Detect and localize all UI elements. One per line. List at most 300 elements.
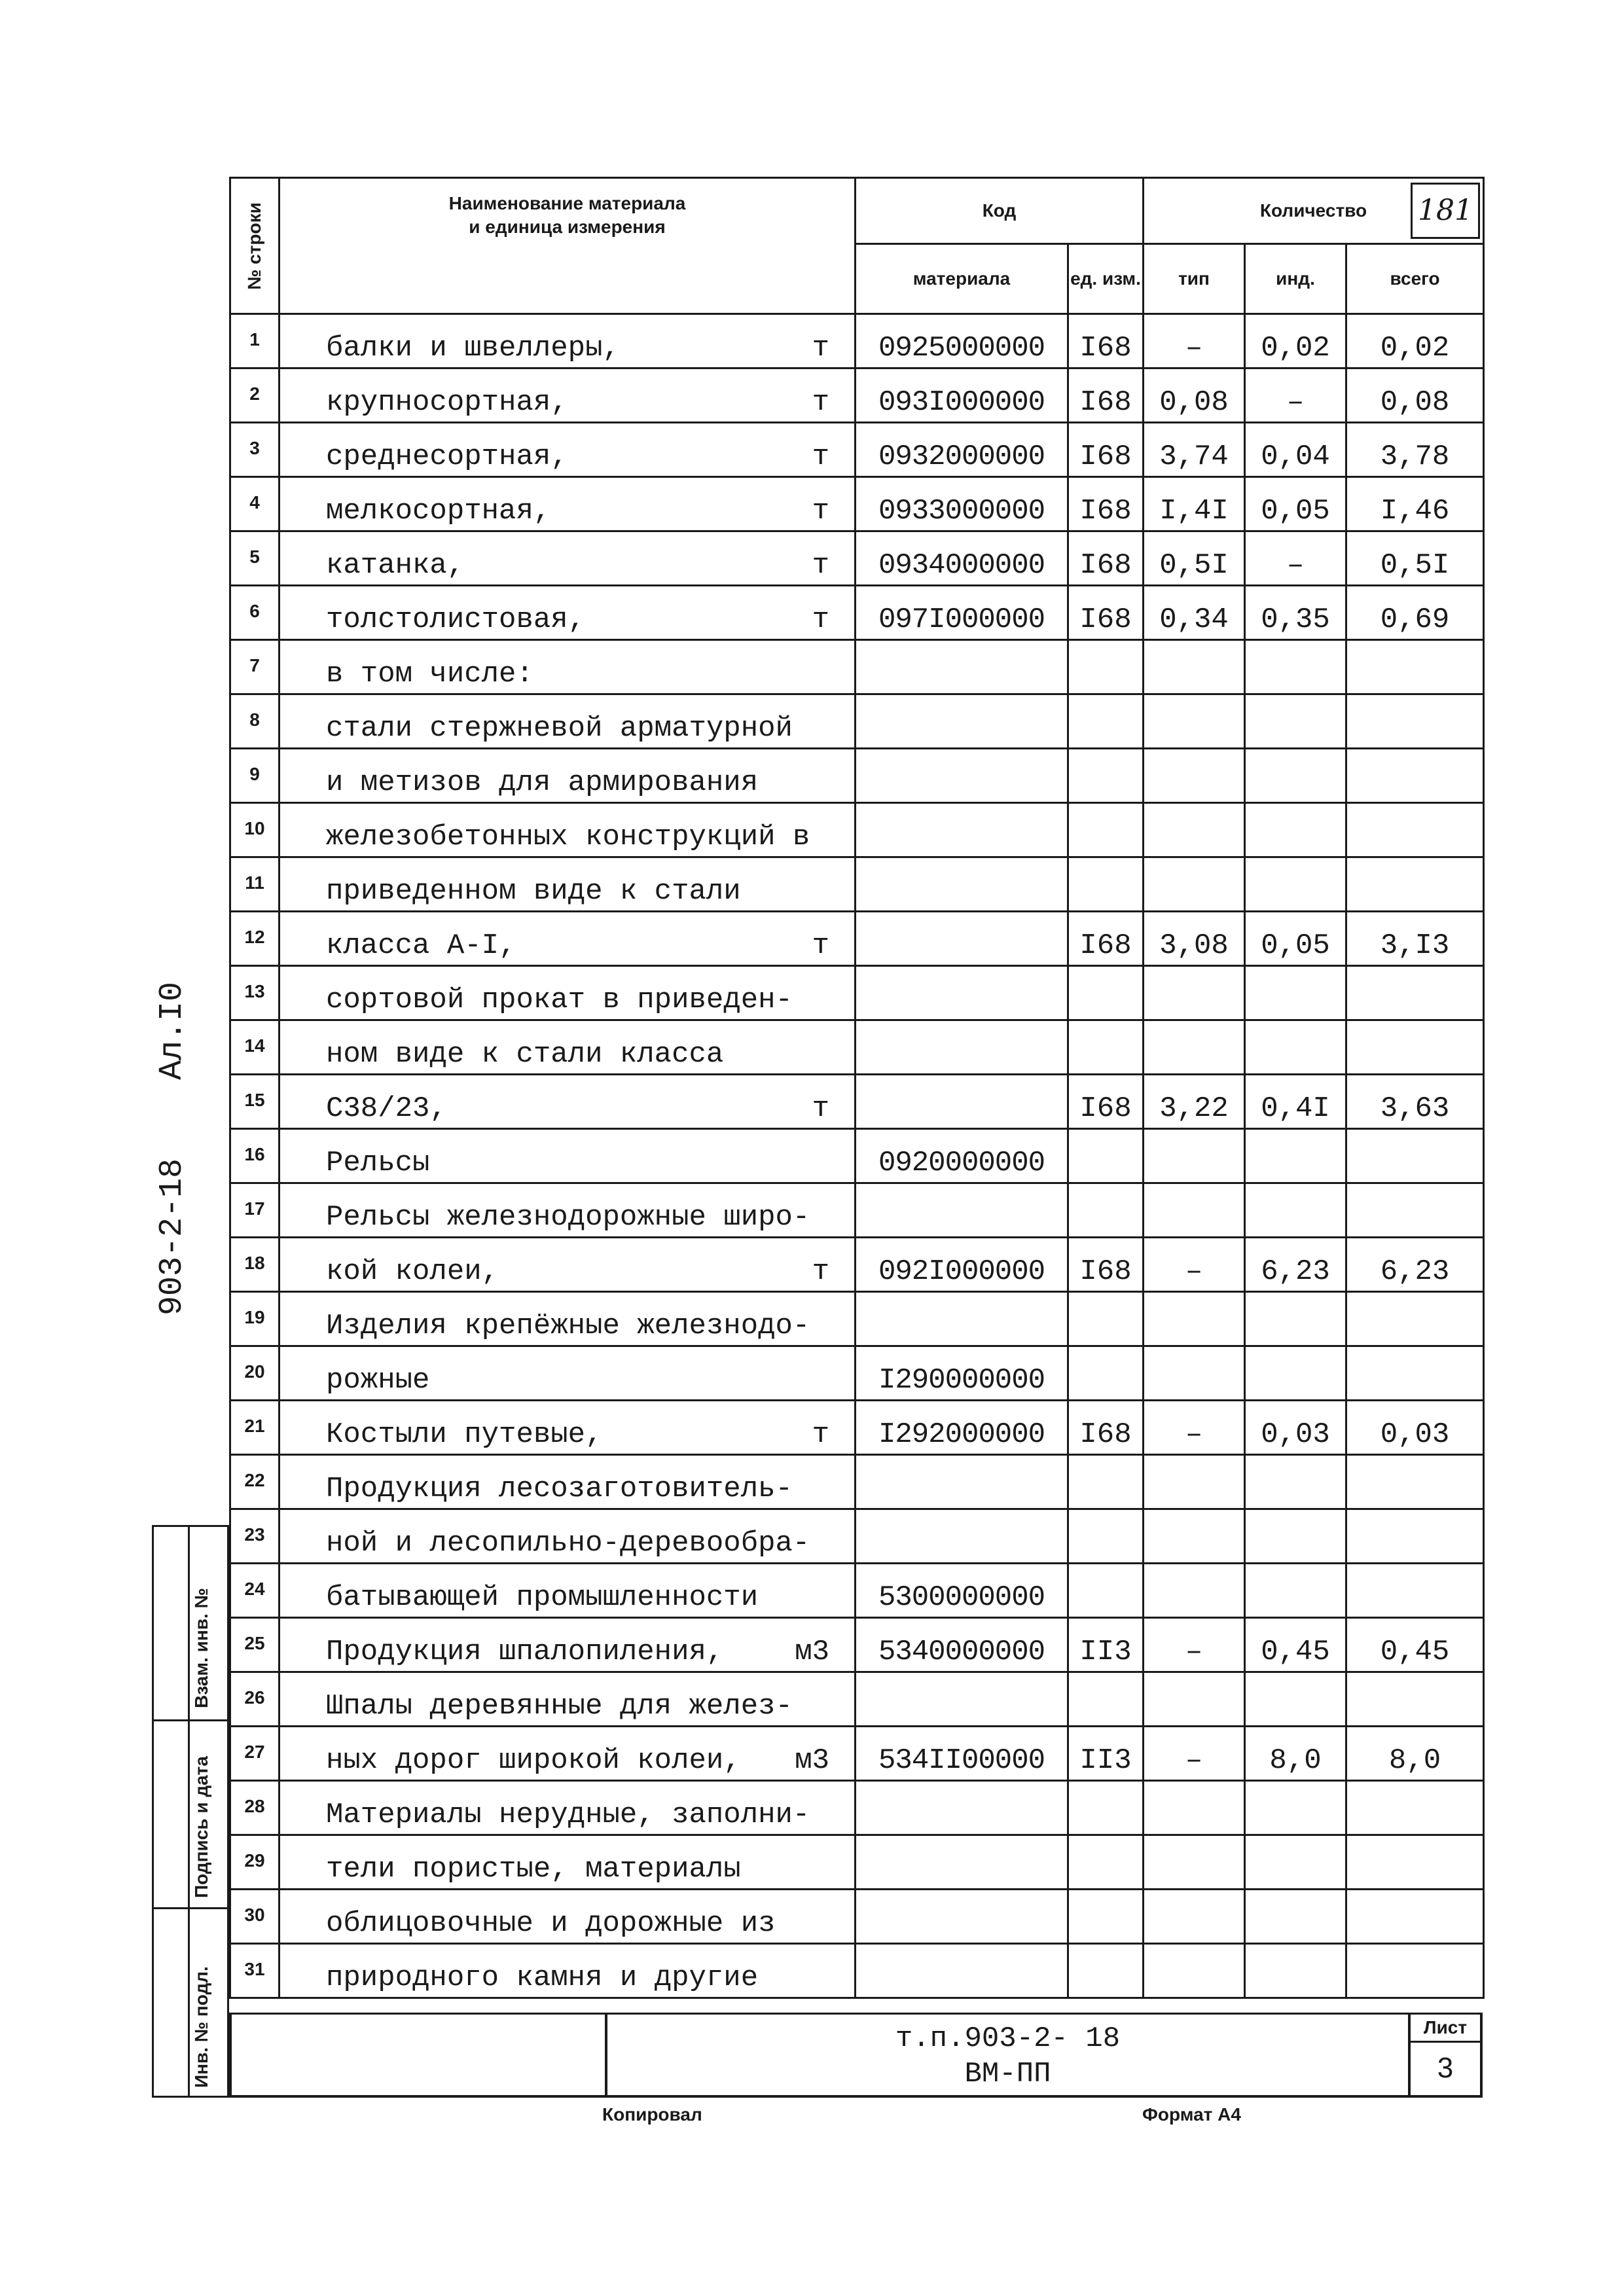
qty-ind-cell	[1245, 1292, 1346, 1346]
qty-total-cell	[1346, 1672, 1484, 1727]
material-code-cell	[856, 477, 1068, 531]
measure-unit: т	[812, 603, 829, 636]
qty-total: 0,03	[1380, 1418, 1450, 1451]
sheet-number: 3	[1437, 2052, 1454, 2084]
table-row	[230, 1020, 1484, 1075]
qty-total-cell	[1346, 1781, 1484, 1835]
unit-code: I68	[1079, 386, 1132, 419]
material-code-cell	[856, 1401, 1068, 1455]
material-name: Костыли путевые,	[326, 1418, 603, 1451]
header-qty-ind: инд.	[1245, 244, 1346, 314]
qty-ind-cell	[1245, 1944, 1346, 1998]
row-number: 15	[244, 1090, 265, 1110]
material-name: Продукция лесозаготовитель-	[326, 1473, 793, 1505]
qty-total-cell	[1346, 694, 1484, 749]
qty-type-cell	[1144, 1890, 1245, 1944]
qty-total: 0,08	[1380, 386, 1450, 419]
unit-code-cell	[1068, 1346, 1144, 1401]
qty-total-cell	[1346, 1183, 1484, 1238]
measure-unit: т	[812, 929, 829, 962]
row-number: 3	[249, 438, 260, 458]
qty-total-cell	[1346, 1890, 1484, 1944]
qty-ind-cell	[1245, 803, 1346, 857]
title-block-designation	[607, 2015, 1408, 2092]
material-code-cell	[856, 1075, 1068, 1129]
unit-code-cell	[1068, 912, 1144, 966]
qty-type: –	[1185, 1636, 1203, 1668]
unit-code: I68	[1079, 549, 1132, 582]
material-name-cell	[280, 640, 856, 694]
table-row	[230, 1401, 1484, 1455]
material-name-cell	[280, 803, 856, 857]
qty-type-cell	[1144, 1618, 1245, 1672]
stamp-orig-label: Инв. № подл.	[191, 1966, 211, 2088]
qty-total-cell	[1346, 368, 1484, 423]
material-name: катанка,	[326, 549, 465, 582]
material-code-cell	[856, 368, 1068, 423]
qty-ind: 0,4I	[1261, 1092, 1330, 1125]
unit-code-cell	[1068, 1618, 1144, 1672]
material-code-cell	[856, 1183, 1068, 1238]
row-number: 18	[244, 1253, 265, 1273]
table-row	[230, 314, 1484, 368]
table-row	[230, 640, 1484, 694]
material-name: Изделия крепёжные железнодо-	[326, 1310, 810, 1342]
qty-ind: 0,02	[1261, 332, 1330, 365]
material-code-cell	[856, 857, 1068, 912]
unit-code-cell	[1068, 586, 1144, 640]
material-name: Материалы нерудные, заполни-	[326, 1799, 810, 1831]
sheet-number-box	[1408, 2015, 1480, 2095]
material-code: 0920000000	[878, 1147, 1045, 1179]
row-number-cell	[230, 423, 280, 477]
material-name-cell	[280, 857, 856, 912]
material-name: Рельсы железнодорожные широ-	[326, 1201, 810, 1234]
unit-code-cell	[1068, 1129, 1144, 1183]
unit-code-cell	[1068, 314, 1144, 368]
header-code: Код	[856, 178, 1144, 244]
unit-code-cell	[1068, 966, 1144, 1020]
qty-type-cell	[1144, 1564, 1245, 1618]
qty-type-cell	[1144, 1292, 1245, 1346]
row-number: 6	[249, 601, 260, 621]
qty-total-cell	[1346, 477, 1484, 531]
row-number: 8	[249, 709, 260, 730]
qty-type: –	[1185, 1418, 1203, 1451]
material-name: батывающей промышленности	[326, 1581, 759, 1614]
qty-ind-cell	[1245, 1890, 1346, 1944]
table-row	[230, 694, 1484, 749]
row-number-cell	[230, 1564, 280, 1618]
row-number: 21	[244, 1416, 265, 1436]
row-number: 29	[244, 1850, 265, 1871]
material-code-cell	[856, 640, 1068, 694]
qty-type: –	[1185, 1255, 1203, 1288]
margin-doc-code: 903-2-18	[154, 1158, 191, 1316]
table-body	[230, 314, 1484, 1998]
qty-ind-cell	[1245, 912, 1346, 966]
unit-code: II3	[1079, 1744, 1132, 1777]
row-number-cell	[230, 1238, 280, 1292]
row-number-cell	[230, 803, 280, 857]
unit-code: II3	[1079, 1636, 1132, 1668]
qty-ind-cell	[1245, 423, 1346, 477]
measure-unit: т	[812, 1418, 829, 1451]
unit-code-cell	[1068, 1238, 1144, 1292]
row-number: 16	[244, 1144, 265, 1164]
table-row	[230, 531, 1484, 586]
material-name-cell	[280, 1835, 856, 1890]
row-number-cell	[230, 1401, 280, 1455]
material-code-cell	[856, 1564, 1068, 1618]
qty-type-cell	[1144, 368, 1245, 423]
qty-type-cell	[1144, 1781, 1245, 1835]
table-row	[230, 1618, 1484, 1672]
row-number: 4	[249, 492, 260, 512]
material-code-cell	[856, 1129, 1068, 1183]
qty-ind-cell	[1245, 694, 1346, 749]
measure-unit: м3	[795, 1636, 829, 1668]
table-row	[230, 1944, 1484, 1998]
qty-ind-cell	[1245, 1509, 1346, 1564]
material-code: 0925000000	[878, 332, 1045, 365]
header-qty-type: тип	[1144, 244, 1245, 314]
qty-total-cell	[1346, 1727, 1484, 1781]
qty-ind-cell	[1245, 1618, 1346, 1672]
material-name: сортовой прокат в приведен-	[326, 984, 793, 1016]
qty-total: 0,02	[1380, 332, 1450, 365]
row-number: 13	[244, 981, 265, 1001]
qty-ind-cell	[1245, 857, 1346, 912]
qty-total: I,46	[1380, 495, 1450, 528]
row-number: 10	[244, 818, 265, 838]
header-material-name-line2: и единица измерения	[469, 217, 666, 237]
row-number: 5	[249, 547, 260, 567]
row-number: 11	[245, 872, 264, 893]
material-code-cell	[856, 1618, 1068, 1672]
unit-code-cell	[1068, 423, 1144, 477]
material-code: 0932000000	[878, 440, 1045, 473]
header-row-number	[230, 178, 280, 314]
row-number-cell	[230, 640, 280, 694]
qty-total-cell	[1346, 1020, 1484, 1075]
qty-type: –	[1185, 332, 1203, 365]
qty-ind-cell	[1245, 368, 1346, 423]
material-code-cell	[856, 423, 1068, 477]
qty-type-cell	[1144, 1944, 1245, 1998]
row-number-cell	[230, 1455, 280, 1509]
material-name-cell	[280, 1346, 856, 1401]
stamp-divider	[188, 1525, 190, 2098]
qty-type-cell	[1144, 966, 1245, 1020]
qty-type: I,4I	[1159, 495, 1229, 528]
qty-ind-cell	[1245, 1238, 1346, 1292]
unit-code-cell	[1068, 1944, 1144, 1998]
row-number-cell	[230, 1890, 280, 1944]
unit-code-cell	[1068, 1020, 1144, 1075]
qty-total-cell	[1346, 1346, 1484, 1401]
table-row	[230, 1292, 1484, 1346]
qty-type-cell	[1144, 1455, 1245, 1509]
unit-code-cell	[1068, 1401, 1144, 1455]
table-row	[230, 803, 1484, 857]
table-row	[230, 966, 1484, 1020]
row-number: 22	[244, 1470, 265, 1490]
qty-total-cell	[1346, 1292, 1484, 1346]
qty-total: 8,0	[1388, 1744, 1441, 1777]
stamp-inv-box	[152, 1525, 229, 1721]
header-quantity	[1144, 178, 1484, 244]
material-name: крупносортная,	[326, 386, 568, 419]
unit-code: I68	[1079, 1092, 1132, 1125]
row-number: 9	[249, 764, 260, 784]
row-number: 31	[244, 1959, 265, 1979]
material-name-cell	[280, 694, 856, 749]
qty-ind: 0,03	[1261, 1418, 1330, 1451]
table-row	[230, 423, 1484, 477]
row-number: 23	[244, 1524, 265, 1545]
material-name: природного камня и другие	[326, 1962, 759, 1994]
qty-total-cell	[1346, 912, 1484, 966]
table-row	[230, 1075, 1484, 1129]
qty-total-cell	[1346, 803, 1484, 857]
material-name: облицовочные и дорожные из	[326, 1907, 776, 1940]
qty-type-cell	[1144, 1672, 1245, 1727]
stamp-inv-label: Взам. инв. №	[191, 1588, 211, 1708]
material-name-cell	[280, 749, 856, 803]
material-code-cell	[856, 1781, 1068, 1835]
qty-total: 6,23	[1380, 1255, 1450, 1288]
unit-code-cell	[1068, 1075, 1144, 1129]
unit-code: I68	[1079, 1255, 1132, 1288]
row-number-cell	[230, 1292, 280, 1346]
material-name: приведенном виде к стали	[326, 875, 741, 908]
qty-ind-cell	[1245, 1672, 1346, 1727]
unit-code-cell	[1068, 1890, 1144, 1944]
material-name-cell	[280, 477, 856, 531]
qty-total-cell	[1346, 857, 1484, 912]
row-number: 24	[244, 1579, 265, 1599]
unit-code: I68	[1079, 332, 1132, 365]
qty-type-cell	[1144, 586, 1245, 640]
material-name: Продукция шпалопиления,	[326, 1636, 724, 1668]
qty-type-cell	[1144, 423, 1245, 477]
material-name-cell	[280, 1727, 856, 1781]
material-code-cell	[856, 912, 1068, 966]
row-number: 27	[244, 1742, 265, 1762]
material-code-cell	[856, 586, 1068, 640]
measure-unit: т	[812, 1255, 829, 1288]
material-code-cell	[856, 1890, 1068, 1944]
row-number: 19	[244, 1307, 265, 1327]
qty-type-cell	[1144, 857, 1245, 912]
material-code: 097I000000	[878, 603, 1045, 636]
stamp-sign-label: Подпись и дата	[191, 1756, 211, 1898]
unit-code-cell	[1068, 1672, 1144, 1727]
table-row	[230, 1835, 1484, 1890]
material-name: класса А-I,	[326, 929, 516, 962]
table-row	[230, 1727, 1484, 1781]
qty-total-cell	[1346, 1455, 1484, 1509]
material-name-cell	[280, 1509, 856, 1564]
qty-total: 0,69	[1380, 603, 1450, 636]
qty-ind-cell	[1245, 1455, 1346, 1509]
qty-ind-cell	[1245, 531, 1346, 586]
material-code-cell	[856, 531, 1068, 586]
material-code: 0934000000	[878, 549, 1045, 582]
qty-type-cell	[1144, 1509, 1245, 1564]
table-row	[230, 586, 1484, 640]
qty-ind-cell	[1245, 1020, 1346, 1075]
material-code-cell	[856, 1835, 1068, 1890]
sheet-label: Лист	[1411, 2015, 1480, 2043]
qty-ind: 0,45	[1261, 1636, 1330, 1668]
qty-type-cell	[1144, 1183, 1245, 1238]
row-number-cell	[230, 1020, 280, 1075]
material-name-cell	[280, 1020, 856, 1075]
unit-code: I68	[1079, 929, 1132, 962]
row-number: 17	[244, 1198, 265, 1219]
qty-type-cell	[1144, 912, 1245, 966]
qty-type-cell	[1144, 1401, 1245, 1455]
material-code-cell	[856, 1509, 1068, 1564]
margin-album: Ал.I0	[154, 981, 191, 1080]
qty-ind: 0,35	[1261, 603, 1330, 636]
row-number-cell	[230, 966, 280, 1020]
material-name-cell	[280, 1238, 856, 1292]
material-code: 093I000000	[878, 386, 1045, 419]
qty-ind-cell	[1245, 1564, 1346, 1618]
material-code-cell	[856, 1727, 1068, 1781]
table-row	[230, 1781, 1484, 1835]
qty-total-cell	[1346, 1401, 1484, 1455]
unit-code-cell	[1068, 1781, 1144, 1835]
qty-total-cell	[1346, 1129, 1484, 1183]
material-code: I292000000	[878, 1418, 1045, 1451]
material-name-cell	[280, 1672, 856, 1727]
row-number-cell	[230, 749, 280, 803]
row-number-cell	[230, 1727, 280, 1781]
table-row	[230, 1129, 1484, 1183]
qty-ind-cell	[1245, 749, 1346, 803]
unit-code-cell	[1068, 1455, 1144, 1509]
qty-ind-cell	[1245, 314, 1346, 368]
qty-ind: 6,23	[1261, 1255, 1330, 1288]
qty-ind-cell	[1245, 1727, 1346, 1781]
qty-ind-cell	[1245, 586, 1346, 640]
material-name-cell	[280, 1455, 856, 1509]
measure-unit: м3	[795, 1744, 829, 1777]
qty-type: 0,5I	[1159, 549, 1229, 582]
row-number-cell	[230, 477, 280, 531]
row-number-cell	[230, 314, 280, 368]
table-row	[230, 1238, 1484, 1292]
material-name: балки и швеллеры,	[326, 332, 620, 365]
qty-type-cell	[1144, 531, 1245, 586]
unit-code: I68	[1079, 603, 1132, 636]
unit-code: I68	[1079, 495, 1132, 528]
material-name: рожные	[326, 1364, 430, 1397]
unit-code-cell	[1068, 1183, 1144, 1238]
qty-total-cell	[1346, 966, 1484, 1020]
material-name-cell	[280, 1292, 856, 1346]
qty-total-cell	[1346, 749, 1484, 803]
qty-type-cell	[1144, 640, 1245, 694]
material-name-cell	[280, 423, 856, 477]
header-quantity-label: Количество	[1259, 200, 1367, 221]
qty-type-cell	[1144, 1346, 1245, 1401]
qty-type: 0,34	[1159, 603, 1229, 636]
unit-code-cell	[1068, 803, 1144, 857]
row-number: 26	[244, 1687, 265, 1708]
material-name-cell	[280, 1183, 856, 1238]
qty-type: 3,22	[1159, 1092, 1229, 1125]
qty-ind-cell	[1245, 1781, 1346, 1835]
qty-type-cell	[1144, 477, 1245, 531]
title-block-doc-mark: ВМ-ПП	[964, 2058, 1051, 2090]
unit-code-cell	[1068, 694, 1144, 749]
material-name: тели пористые, материалы	[326, 1853, 741, 1886]
qty-total-cell	[1346, 423, 1484, 477]
qty-ind-cell	[1245, 966, 1346, 1020]
qty-type-cell	[1144, 1129, 1245, 1183]
qty-ind-cell	[1245, 1183, 1346, 1238]
row-number-cell	[230, 1618, 280, 1672]
material-name: ной и лесопильно-деревообра-	[326, 1527, 810, 1560]
qty-total-cell	[1346, 1835, 1484, 1890]
row-number-cell	[230, 1835, 280, 1890]
table-row	[230, 1564, 1484, 1618]
table-row	[230, 1672, 1484, 1727]
table-row	[230, 1509, 1484, 1564]
qty-total-cell	[1346, 640, 1484, 694]
material-code-cell	[856, 1672, 1068, 1727]
title-block	[229, 2013, 1483, 2098]
material-code: 5300000000	[878, 1581, 1045, 1614]
material-code-cell	[856, 694, 1068, 749]
row-number: 14	[244, 1035, 265, 1056]
qty-ind-cell	[1245, 1129, 1346, 1183]
row-number-cell	[230, 1509, 280, 1564]
measure-unit: т	[812, 386, 829, 419]
qty-type-cell	[1144, 1727, 1245, 1781]
row-number-cell	[230, 586, 280, 640]
measure-unit: т	[812, 440, 829, 473]
material-name: Шпалы деревянные для желез-	[326, 1690, 793, 1723]
qty-ind: 0,05	[1261, 929, 1330, 962]
qty-ind: 8,0	[1269, 1744, 1322, 1777]
unit-code-cell	[1068, 1835, 1144, 1890]
material-code: 5340000000	[878, 1636, 1045, 1668]
material-name: стали стержневой арматурной	[326, 712, 793, 745]
measure-unit: т	[812, 549, 829, 582]
qty-type-cell	[1144, 1238, 1245, 1292]
unit-code-cell	[1068, 1509, 1144, 1564]
material-name-cell	[280, 314, 856, 368]
row-number-cell	[230, 1781, 280, 1835]
measure-unit: т	[812, 1092, 829, 1125]
unit-code-cell	[1068, 1292, 1144, 1346]
row-number: 2	[249, 384, 260, 404]
material-code-cell	[856, 803, 1068, 857]
qty-total-cell	[1346, 1564, 1484, 1618]
material-code: 534II00000	[878, 1744, 1045, 1777]
material-name: ном виде к стали класса	[326, 1038, 724, 1071]
copied-by-label: Копировал	[602, 2104, 702, 2125]
unit-code-cell	[1068, 1727, 1144, 1781]
table-row	[230, 749, 1484, 803]
sheet-mark-handwritten: 181	[1411, 183, 1480, 239]
